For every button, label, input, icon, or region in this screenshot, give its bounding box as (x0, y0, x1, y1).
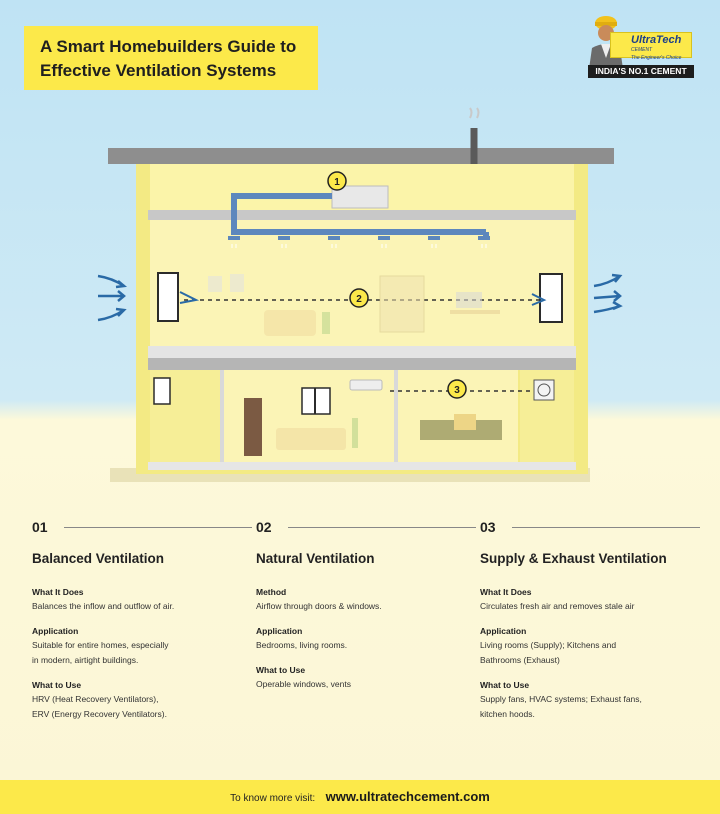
item-label: Application (480, 626, 527, 636)
section-title: Balanced Ventilation (32, 551, 165, 566)
footer-label: To know more visit: (230, 793, 316, 804)
section-natural (256, 515, 476, 692)
item-label: What It Does (32, 587, 84, 597)
section-number-row (32, 515, 252, 539)
section-supply-exhaust (480, 515, 700, 722)
item-label: What to Use (256, 665, 306, 675)
item-text: Balances the inflow and outflow of air. (32, 601, 175, 611)
item-label: Application (32, 626, 79, 636)
item-label: Application (256, 626, 303, 636)
callout-2 (350, 289, 368, 307)
svg-text:3: 3 (454, 385, 460, 396)
logo-slogan: INDIA'S NO.1 CEMENT (588, 65, 694, 78)
item-label: What to Use (480, 680, 530, 690)
page-title-line-1: A Smart Homebuilders Guide to (40, 37, 297, 56)
item-text: Living rooms (Supply); Kitchens and (480, 640, 617, 650)
divider (288, 527, 476, 528)
partition-1 (220, 370, 224, 468)
section-number: 02 (256, 519, 272, 535)
split-ac-unit (350, 380, 382, 390)
callout-1 (328, 172, 346, 190)
upper-window-left (158, 273, 178, 321)
item-text: Suitable for entire homes, especially (32, 640, 169, 650)
door (244, 398, 262, 456)
outgoing-air-arrows (594, 275, 620, 312)
attic-floor (148, 210, 576, 220)
item-text: Supply fans, HVAC systems; Exhaust fans, (480, 694, 642, 704)
item-label: Method (256, 587, 287, 597)
incoming-air-arrows (98, 276, 124, 320)
item-text: Bathrooms (Exhaust) (480, 655, 560, 665)
section-number-row (480, 515, 700, 539)
item-text: HRV (Heat Recovery Ventilators), (32, 694, 159, 704)
item-text: in modern, airtight buildings. (32, 655, 139, 665)
exhaust-smoke-icon (470, 108, 479, 118)
svg-text:2: 2 (356, 294, 362, 305)
partition-2 (394, 370, 398, 468)
roof-slab (108, 148, 614, 164)
ground-floor (148, 462, 576, 470)
page-title-line-2: Effective Ventilation Systems (40, 61, 277, 80)
section-number-row (256, 515, 476, 539)
section-number: 01 (32, 519, 48, 535)
logo-brand: UltraTech (631, 34, 682, 46)
lower-window-left (154, 378, 170, 404)
logo-tagline: The Engineer's Choice (631, 55, 682, 61)
section-title: Natural Ventilation (256, 551, 375, 566)
item-text: Airflow through doors & windows. (256, 601, 382, 611)
callout-3 (448, 380, 466, 398)
upper-window-right (540, 274, 562, 322)
item-text: Circulates fresh air and removes stale air (480, 601, 635, 611)
logo-sub: CEMENT (631, 47, 653, 53)
middle-slab-edge (148, 358, 576, 370)
item-text: Bedrooms, living rooms. (256, 640, 348, 650)
divider (512, 527, 700, 528)
section-balanced (32, 515, 252, 722)
footer-website-link[interactable]: www.ultratechcement.com (325, 789, 490, 804)
svg-text:1: 1 (334, 177, 340, 188)
item-text: kitchen hoods. (480, 709, 535, 719)
divider (64, 527, 252, 528)
item-text: Operable windows, vents (256, 679, 351, 689)
exhaust-fan (534, 380, 554, 400)
item-label: What It Does (480, 587, 532, 597)
item-label: What to Use (32, 680, 82, 690)
footer-bar (0, 780, 720, 814)
item-text: ERV (Energy Recovery Ventilators). (32, 709, 167, 719)
middle-slab (148, 346, 576, 358)
section-title: Supply & Exhaust Ventilation (480, 551, 667, 566)
section-number: 03 (480, 519, 496, 535)
window-mullion (314, 388, 316, 414)
